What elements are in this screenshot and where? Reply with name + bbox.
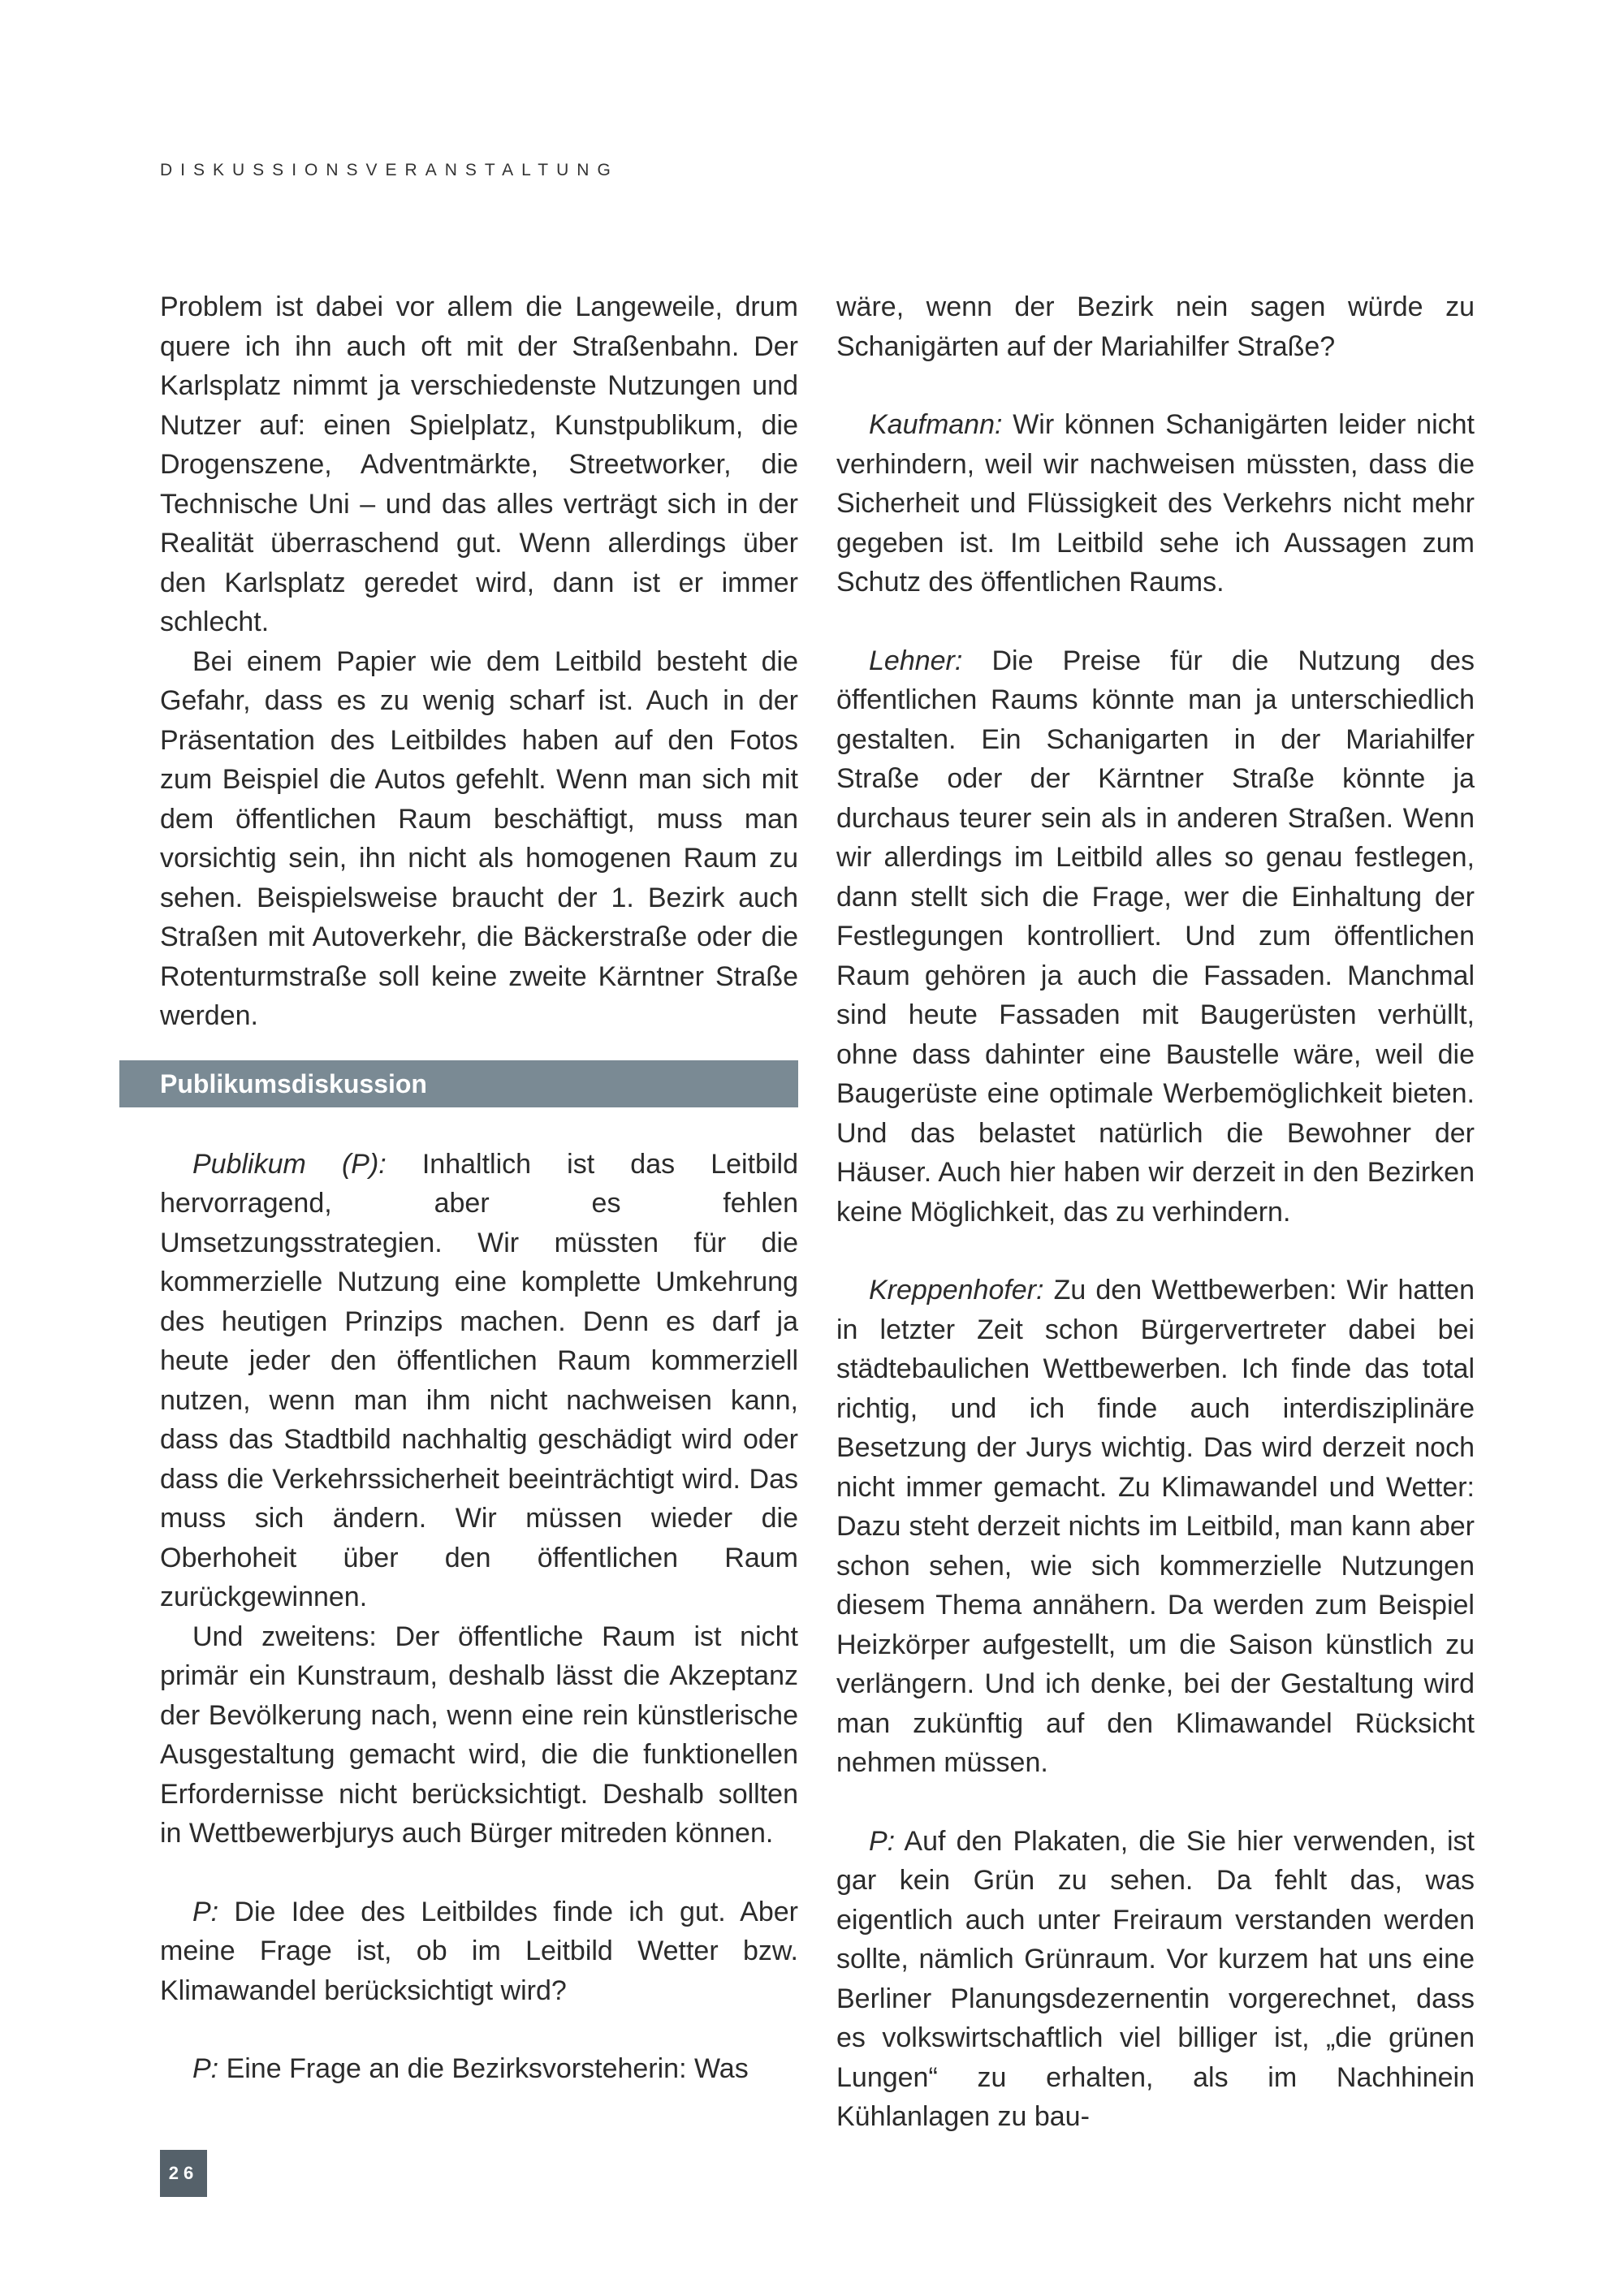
speaker-label: P:	[192, 2053, 219, 2084]
running-head: DISKUSSIONSVERANSTALTUNG	[160, 161, 619, 179]
paragraph	[836, 1822, 1475, 2137]
speaker-label: Kreppenhofer:	[869, 1275, 1044, 1306]
speaker-label: P:	[869, 1825, 896, 1857]
paragraph: Problem ist dabei vor allem die Langeweile, drum quere ich ihn auch oft mit der Straßenbahn. Der Karlsplatz nimmt ja verschiedenste Nutzungen und Nutzer auf: einen Spielplatz, Kunstpublikum, die Drogenszene, Adventmärkte, Streetworker, die Technische Uni – und das alles verträgt sich in der Realität überraschend gut. Wenn allerdings über den Karlsplatz geredet wird, dann ist er immer schlecht.	[160, 291, 798, 637]
paragraph: wäre, wenn der Bezirk nein sagen würde zu Schanigärten auf der Mariahilfer Straße?	[836, 291, 1475, 362]
paragraph-text: Inhaltlich ist das Leitbild hervorragend, aber es fehlen Umsetzungsstrategien. Wir müssten für die kommerzielle Nutzung eine komplette Umkehrung des heutigen Prinzips machen. Denn es darf ja heute jeder den öffentlichen Raum kommerziell nutzen, wenn man ihm nicht nachweisen kann, dass das Stadtbild nachhaltig geschädigt wird oder dass die Verkehrssicherheit beeinträchtigt wird. Das muss sich ändern. Wir müssen wieder die Oberhoheit über den öffentlichen Raum zurückgewinnen.	[160, 1148, 798, 1612]
speaker-label: P:	[192, 1896, 219, 1927]
section-heading: Publikumsdiskussion	[119, 1060, 798, 1107]
right-column	[836, 287, 1475, 2137]
paragraph-text: Auf den Plakaten, die Sie hier verwenden, ist gar kein Grün zu sehen. Da fehlt das, was eigentlich auch unter Freiraum verstanden werden sollte, nämlich Grünraum. Vor kurzem hat uns eine Berliner Planungsdezernentin vorgerechnet, dass es volkswirtschaftlich viel billiger ist, „die grünen Lungen“ zu erhalten, als im Nachhinein Kühlanlagen zu bau-	[836, 1825, 1475, 2132]
paragraph-text: Die Idee des Leitbildes finde ich gut. Aber meine Frage ist, ob im Leitbild Wetter bzw. Klimawandel berücksichtigt wird?	[160, 1896, 798, 2006]
paragraph	[836, 641, 1475, 1232]
paragraph	[836, 405, 1475, 602]
paragraph-text: Zu den Wettbewerben: Wir hatten in letzter Zeit schon Bürgervertreter dabei bei städtebaulichen Wettbewerben. Ich finde das total richtig, und ich finde auch interdisziplinäre Besetzung der Jurys wichtig. Das wird derzeit noch nicht immer gemacht. Zu Klimawandel und Wetter: Dazu steht derzeit nichts im Leitbild, man kann aber schon sehen, wie sich kommerzielle Nutzungen diesem Thema annähern. Da werden zum Beispiel Heizkörper aufgestellt, um die Saison künstlich zu verlängern. Und ich denke, bei der Gestaltung wird man zukünftig auf den Klimawandel Rücksicht nehmen müssen.	[836, 1275, 1475, 1778]
paragraph	[160, 1145, 798, 1617]
paragraph: Und zweitens: Der öffentliche Raum ist nicht primär ein Kunstraum, deshalb lässt die Akzeptanz der Bevölkerung nach, wenn eine rein künstlerische Ausgestaltung gemacht wird, die die funktionellen Erfordernisse nicht berücksichtigt. Deshalb sollten in Wettbewerbjurys auch Bürger mitreden können.	[160, 1621, 798, 1849]
speaker-label: Kaufmann:	[869, 409, 1003, 440]
paragraph	[160, 2049, 798, 2089]
paragraph-text: Die Preise für die Nutzung des öffentlichen Raums könnte man ja unterschiedlich gestalten. Ein Schanigarten in der Mariahilfer Straße oder der Kärntner Straße könnte ja durchaus teurer sein als in anderen Straßen. Wenn wir allerdings im Leitbild alles so genau festlegen, dann stellt sich die Frage, wer die Einhaltung der Festlegungen kontrolliert. Und zum öffentlichen Raum gehören ja auch die Fassaden. Manchmal sind heute Fassaden mit Baugerüsten verhüllt, ohne dass dahinter eine Baustelle wäre, weil die Baugerüste eine optimale Werbemöglichkeit bieten. Und das belastet natürlich die Bewohner der Häuser. Auch hier haben wir derzeit in den Bezirken keine Möglichkeit, das zu verhindern.	[836, 645, 1475, 1228]
paragraph: Bei einem Papier wie dem Leitbild besteht die Gefahr, dass es zu wenig scharf ist. Auch in der Präsentation des Leitbildes haben auf den Fotos zum Beispiel die Autos gefehlt. Wenn man sich mit dem öffentlichen Raum beschäftigt, muss man vorsichtig sein, ihn nicht als homogenen Raum zu sehen. Beispielsweise braucht der 1. Bezirk auch Straßen mit Autoverkehr, die Bäckerstraße oder die Rotenturmstraße soll keine zweite Kärntner Straße werden.	[160, 645, 798, 1031]
paragraph-text: Eine Frage an die Bezirksvorsteherin: Was	[226, 2053, 749, 2084]
page-number: 26	[160, 2150, 207, 2197]
left-column	[160, 287, 798, 2089]
speaker-label: Lehner:	[869, 645, 963, 676]
paragraph	[160, 1892, 798, 2011]
speaker-label: Publikum (P):	[192, 1148, 387, 1180]
paragraph	[836, 1271, 1475, 1783]
paragraph-text: Wir können Schanigärten leider nicht verhindern, weil wir nachweisen müssten, dass die Sicherheit und Flüssigkeit des Verkehrs nicht mehr gegeben ist. Im Leitbild sehe ich Aussagen zum Schutz des öffentlichen Raums.	[836, 409, 1475, 598]
